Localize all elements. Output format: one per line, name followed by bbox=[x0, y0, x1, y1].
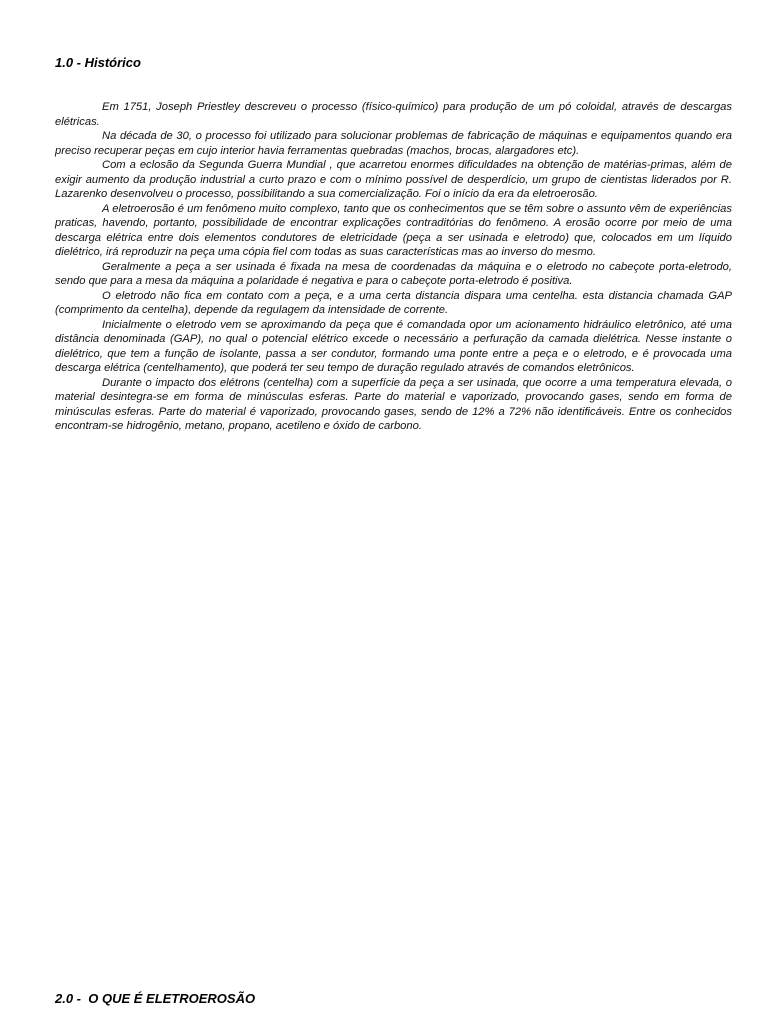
paragraph: Inicialmente o eletrodo vem se aproximando da peça que é comandada opor um acionamento hidráulico eletrônico, até uma distância denominada (GAP), no qual o potencial elétrico excede o necessário a perfuração da camada dielétrica. Nesse instante o dielétrico, que tem a função de isolante, passa a ser condutor, formando uma ponte entre a peça e o eletrodo, e é provocada uma descarga elétrica (centelhamento), que poderá ter seu tempo de duração regulado através de comandos eletrônicos. bbox=[55, 318, 732, 374]
paragraph: Durante o impacto dos elétrons (centelha) com a superfície da peça a ser usinada, que ocorre a uma temperatura elevada, o material desintegra-se em forma de minúsculas esferas. Parte do material e vaporizado, provocando gases, sendo em forma de minúsculas esferas. Parte do material é vaporizado, provocando gases, sendo de 12% a 72% não identificáveis. Entre os conhecidos encontram-se hidrogênio, metano, propano, acetileno e óxido de carbono. bbox=[55, 376, 732, 432]
paragraph: Com a eclosão da Segunda Guerra Mundial , que acarretou enormes dificuldades na obtenção de matérias-primas, além de exigir aumento da produção industrial a curto prazo e com o mínimo possível de desperdício, um grupo de cientistas liderados por R. Lazarenko desenvolveu o processo, possibilitando a sua comercialização. Foi o início da era da eletroerosão. bbox=[55, 159, 732, 200]
paragraph: Geralmente a peça a ser usinada é fixada na mesa de coordenadas da máquina e o eletrodo no cabeçote porta-eletrodo, sendo que para a mesa da máquina a polaridade é negativa e para o cabeçote porta-eletrodo é positiva. bbox=[55, 260, 732, 287]
paragraph: A eletroerosão é um fenômeno muito complexo, tanto que os conhecimentos que se têm sobre o assunto vêm de experiências praticas, havendo, portanto, possibilidade de encontrar explicações contraditórias do fenômeno. A erosão ocorre por meio de uma descarga elétrica entre dois elementos condutores de eletricidade (peça a ser usinada e eletrodo) que, colocados em um líquido dielétrico, irá reproduzir na peça uma cópia fiel com todas as suas características mas ao inverso do mesmo. bbox=[55, 202, 732, 258]
section-2-heading: 2.0 - O QUE É ELETROEROSÃO bbox=[55, 991, 256, 1006]
section-1-heading: 1.0 - Histórico bbox=[55, 55, 141, 70]
paragraph: O eletrodo não fica em contato com a peça, e a uma certa distancia dispara uma centelha. esta distancia chamada GAP (comprimento da centelha), depende da regulagem da intensidade de corrente. bbox=[55, 289, 732, 316]
paragraph: Em 1751, Joseph Priestley descreveu o processo (físico-químico) para produção de um pó coloidal, através de descargas elétricas. bbox=[55, 101, 732, 128]
paragraph: Na década de 30, o processo foi utilizado para solucionar problemas de fabricação de máquinas e equipamentos quando era preciso recuperar peças em cujo interior havia ferramentas quebradas (machos, brocas, alargadores etc). bbox=[55, 130, 732, 157]
section-1-body bbox=[55, 100, 732, 434]
